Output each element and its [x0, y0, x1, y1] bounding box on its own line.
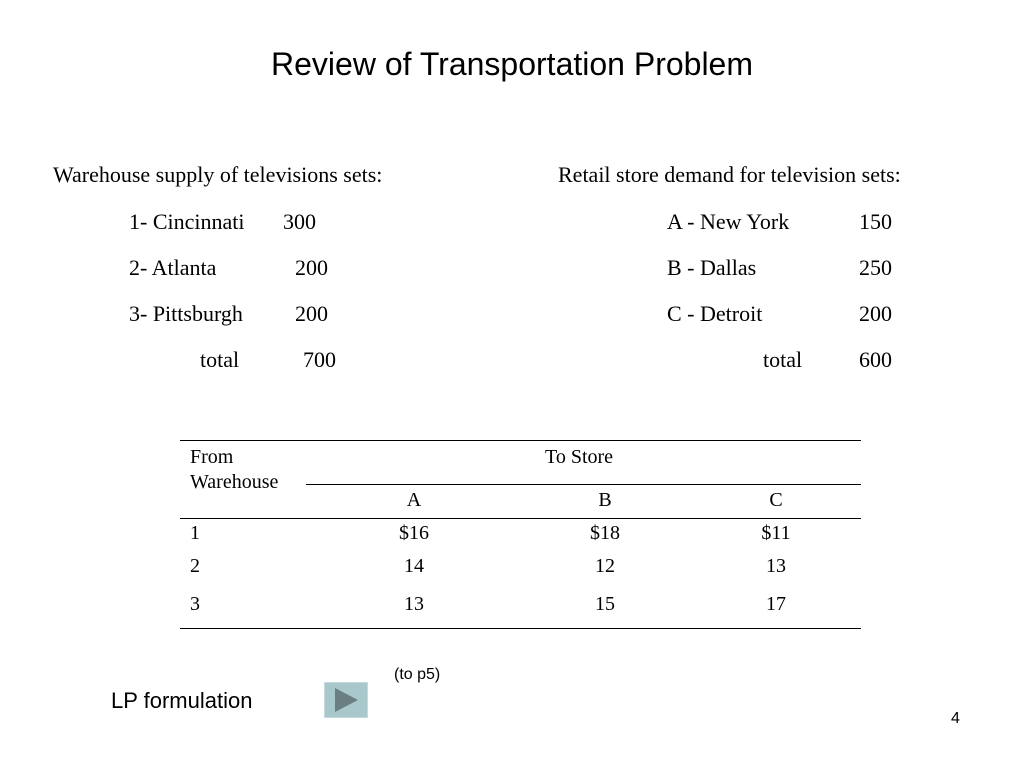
table-cell: 12	[595, 555, 615, 577]
table-col-header-c: C	[769, 489, 783, 511]
next-slide-button[interactable]	[324, 682, 368, 718]
table-header-warehouse: Warehouse	[190, 471, 279, 493]
supply-total-label: total	[200, 347, 240, 372]
slide-title: Review of Transportation Problem	[271, 46, 753, 82]
table-header-to-store: To Store	[545, 446, 614, 468]
table-cell: 13	[766, 555, 786, 577]
supply-value-2: 200	[295, 255, 328, 280]
demand-label-a: A - New York	[667, 209, 790, 234]
table-top-rule	[180, 440, 861, 441]
supply-value-3: 200	[295, 301, 328, 326]
table-cell: 14	[404, 555, 424, 577]
lp-formulation-link[interactable]: LP formulation	[111, 688, 253, 713]
table-cell: $11	[761, 522, 791, 544]
table-header-subrule	[306, 484, 861, 485]
table-cell: 13	[404, 593, 424, 615]
table-row-warehouse: 2	[190, 555, 200, 577]
supply-label-1: 1- Cincinnati	[129, 209, 245, 234]
supply-label-2: 2- Atlanta	[129, 255, 217, 280]
table-row-warehouse: 3	[190, 593, 200, 615]
table-col-header-a: A	[406, 489, 422, 511]
supply-label-3: 3- Pittsburgh	[129, 301, 243, 326]
table-bottom-rule	[180, 628, 861, 629]
table-cell: 15	[595, 593, 615, 615]
demand-label-b: B - Dallas	[667, 255, 757, 280]
table-row-warehouse: 1	[190, 522, 200, 544]
table-cell: $18	[590, 522, 620, 544]
page-reference: (to p5)	[394, 666, 441, 683]
supply-total-value: 700	[303, 347, 336, 372]
demand-value-c: 200	[859, 301, 892, 326]
demand-total-value: 600	[859, 347, 892, 372]
supply-value-1: 300	[283, 209, 316, 234]
table-header-rule	[180, 518, 861, 519]
demand-heading: Retail store demand for television sets:	[558, 162, 901, 187]
table-cell: 17	[766, 593, 786, 615]
play-arrow-icon	[325, 683, 367, 717]
supply-heading: Warehouse supply of televisions sets:	[53, 162, 383, 187]
demand-total-label: total	[763, 347, 803, 372]
table-cell: $16	[399, 522, 429, 544]
demand-label-c: C - Detroit	[667, 301, 763, 326]
table-col-header-b: B	[598, 489, 612, 511]
page-number: 4	[951, 710, 960, 727]
demand-value-a: 150	[859, 209, 892, 234]
table-header-from: From	[190, 446, 234, 468]
demand-value-b: 250	[859, 255, 892, 280]
